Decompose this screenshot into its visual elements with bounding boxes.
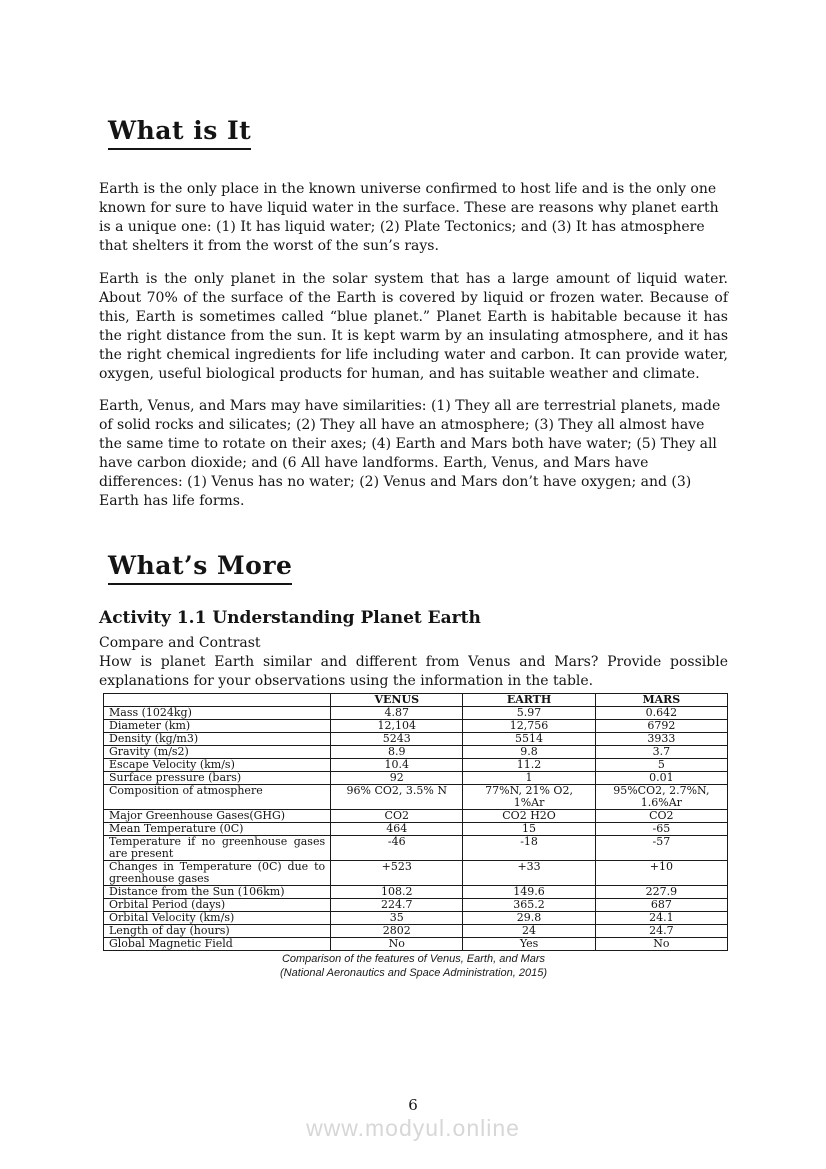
paragraph-similarities-differences: Earth, Venus, and Mars may have similarities: (1) They all are terrestrial planets, made of solid rocks and silicates; (2) They all have an atmosphere; (3) They all almost have the same time to rotate on their axes; (4) Earth and Mars both have water; (5) They all have carbon dioxide; and (6 All have landforms. Earth, Venus, and Mars have differences: (1) Venus has no water; (2) Venus and Mars don’t have oxygen; and (3) Earth has life forms. [99, 398, 721, 509]
table-cell-value: 10.4 [331, 759, 463, 772]
table-cell-label: Diameter (km) [104, 720, 331, 733]
table-cell-value: 95%CO2, 2.7%N, 1.6%Ar [595, 785, 727, 810]
table-cell-value: +33 [463, 861, 595, 886]
table-cell-value: 77%N, 21% O2, 1%Ar [463, 785, 595, 810]
table-cell-label: Mean Temperature (0C) [104, 823, 331, 836]
table-cell-value: 6792 [595, 720, 727, 733]
table-cell-label: Gravity (m/s2) [104, 746, 331, 759]
table-row [104, 707, 728, 720]
table-row [104, 720, 728, 733]
table-cell-value: CO2 H2O [463, 810, 595, 823]
table-cell-value: 5.97 [463, 707, 595, 720]
table-cell-value: 35 [331, 912, 463, 925]
table-cell-value: No [331, 938, 463, 951]
table-cell-value: 96% CO2, 3.5% N [331, 785, 463, 810]
table-cell-value: 149.6 [463, 886, 595, 899]
table-cell-value: 0.642 [595, 707, 727, 720]
section-heading-whats-more-text: What’s More [108, 551, 292, 585]
table-cell-label: Density (kg/m3) [104, 733, 331, 746]
table-cell-label: Composition of atmosphere [104, 785, 331, 810]
table-cell-value: 11.2 [463, 759, 595, 772]
table-cell-value: 5 [595, 759, 727, 772]
table-row [104, 938, 728, 951]
table-cell-value: 108.2 [331, 886, 463, 899]
table-cell-value: Yes [463, 938, 595, 951]
table-cell-value: 687 [595, 899, 727, 912]
table-cell-value: 24.7 [595, 925, 727, 938]
table-cell-value: +523 [331, 861, 463, 886]
table-cell-value: 3.7 [595, 746, 727, 759]
activity-title: Activity 1.1 Understanding Planet Earth [99, 608, 481, 628]
table-cell-value: CO2 [595, 810, 727, 823]
paragraph-earth-unique: Earth is the only place in the known universe confirmed to host life and is the only one known for sure to have liquid water in the surface. These are reasons why planet earth is a unique one: (1) It has liquid water; (2) Plate Tectonics; and (3) It has atmosphere that shelters it from the worst of the sun’s rays. [99, 181, 719, 254]
section-heading-whats-more [108, 551, 728, 581]
table-cell-value: -57 [595, 836, 727, 861]
table-cell-value: 227.9 [595, 886, 727, 899]
table-header-row [104, 694, 728, 707]
table-row [104, 886, 728, 899]
table-cell-value: 3933 [595, 733, 727, 746]
table-cell-value: -46 [331, 836, 463, 861]
table-cell-value: 5243 [331, 733, 463, 746]
table-cell-value: 12,756 [463, 720, 595, 733]
table-cell-label: Global Magnetic Field [104, 938, 331, 951]
table-cell-label: Escape Velocity (km/s) [104, 759, 331, 772]
table-row [104, 899, 728, 912]
table-cell-value: 24 [463, 925, 595, 938]
table-cell-value: +10 [595, 861, 727, 886]
table-row [104, 810, 728, 823]
table-cell-value: 12,104 [331, 720, 463, 733]
table-cell-label: Length of day (hours) [104, 925, 331, 938]
table-cell-value: 0.01 [595, 772, 727, 785]
table-cell-value: 4.87 [331, 707, 463, 720]
table-cell-label: Temperature if no greenhouse gases are present [104, 836, 331, 861]
table-cell-label: Distance from the Sun (106km) [104, 886, 331, 899]
activity-intro: How is planet Earth similar and different from Venus and Mars? Provide possible explanations for your observations using the information in the table. [99, 654, 728, 689]
table-row [104, 836, 728, 861]
table-cell-value: 365.2 [463, 899, 595, 912]
table-header-earth: EARTH [463, 694, 595, 707]
table-cell-value: 464 [331, 823, 463, 836]
table-cell-value: CO2 [331, 810, 463, 823]
table-row [104, 759, 728, 772]
table-caption [99, 953, 728, 980]
table-cell-value: 8.9 [331, 746, 463, 759]
table-cell-value: 224.7 [331, 899, 463, 912]
watermark: www.modyul.online [306, 1115, 520, 1141]
table-cell-value: 1 [463, 772, 595, 785]
table-cell-value: 29.8 [463, 912, 595, 925]
table-row [104, 733, 728, 746]
paragraph-blue-planet: Earth is the only planet in the solar system that has a large amount of liquid water. About 70% of the surface of the Earth is covered by liquid or frozen water. Because of this, Earth is sometimes called “blue planet.” Planet Earth is habitable because it has the right distance from the sun. It is kept warm by an insulating atmosphere, and it has the right chemical ingredients for life including water and carbon. It can provide water, oxygen, useful biological products for human, and has suitable weather and climate. [99, 271, 728, 382]
page-number: 6 [408, 1096, 418, 1114]
table-row [104, 925, 728, 938]
table-caption-line2: (National Aeronautics and Space Administration, 2015) [279, 966, 547, 979]
table-header-mars: MARS [595, 694, 727, 707]
table-header-empty [104, 694, 331, 707]
table-cell-value: 2802 [331, 925, 463, 938]
table-cell-label: Orbital Velocity (km/s) [104, 912, 331, 925]
table-row [104, 785, 728, 810]
table-cell-label: Orbital Period (days) [104, 899, 331, 912]
section-heading-what-is-it [108, 116, 728, 146]
page-content [0, 116, 826, 980]
table-cell-value: No [595, 938, 727, 951]
table-header-venus: VENUS [331, 694, 463, 707]
table-row [104, 823, 728, 836]
table-row [104, 861, 728, 886]
table-cell-value: 5514 [463, 733, 595, 746]
compare-and-contrast-label: Compare and Contrast [99, 635, 261, 651]
table-cell-value: -18 [463, 836, 595, 861]
table-cell-value: 9.8 [463, 746, 595, 759]
table-cell-label: Major Greenhouse Gases(GHG) [104, 810, 331, 823]
table-row [104, 772, 728, 785]
planet-comparison-table [103, 693, 728, 951]
table-row [104, 746, 728, 759]
table-cell-label: Mass (1024kg) [104, 707, 331, 720]
table-caption-line1: Comparison of the features of Venus, Earth, and Mars [281, 953, 546, 965]
table-cell-label: Surface pressure (bars) [104, 772, 331, 785]
table-cell-value: -65 [595, 823, 727, 836]
table-row [104, 912, 728, 925]
table-cell-value: 92 [331, 772, 463, 785]
section-heading-what-is-it-text: What is It [108, 116, 251, 150]
table-cell-value: 24.1 [595, 912, 727, 925]
table-cell-label: Changes in Temperature (0C) due to greenhouse gases [104, 861, 331, 886]
table-cell-value: 15 [463, 823, 595, 836]
